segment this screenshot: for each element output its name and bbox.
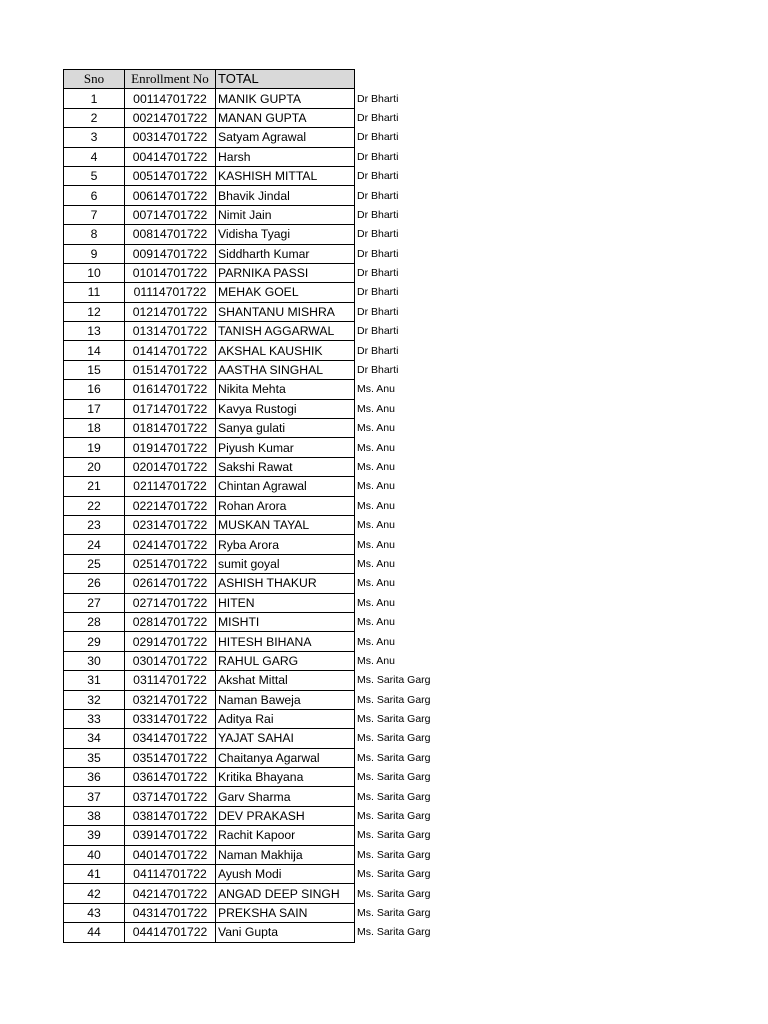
cell-teacher: Dr Bharti	[357, 208, 399, 221]
table-row	[64, 651, 458, 670]
header-sno: Sno	[64, 70, 125, 89]
cell-teacher: Ms. Sarita Garg	[357, 693, 431, 706]
table-row	[64, 865, 458, 884]
cell-teacher: Ms. Anu	[357, 538, 395, 551]
table-row	[64, 903, 458, 922]
cell-teacher: Ms. Sarita Garg	[357, 674, 431, 687]
cell-enrollment: 03314701722	[125, 709, 216, 728]
table-row	[64, 108, 458, 127]
cell-name: Kritika Bhayana	[216, 768, 355, 787]
student-table-sheet	[63, 69, 458, 943]
cell-teacher: Ms. Anu	[357, 557, 395, 570]
table-row	[64, 399, 458, 418]
table-row	[64, 380, 458, 399]
table-row	[64, 845, 458, 864]
header-total: TOTAL	[216, 70, 355, 89]
cell-enrollment: 03214701722	[125, 690, 216, 709]
cell-name: sumit goyal	[216, 554, 355, 573]
cell-teacher: Ms. Anu	[357, 480, 395, 493]
cell-teacher: Ms. Sarita Garg	[357, 751, 431, 764]
cell-name: AASTHA SINGHAL	[216, 360, 355, 379]
cell-teacher: Ms. Anu	[357, 635, 395, 648]
cell-sno: 33	[64, 709, 125, 728]
cell-enrollment: 03414701722	[125, 729, 216, 748]
cell-sno: 1	[64, 89, 125, 108]
cell-sno: 36	[64, 768, 125, 787]
cell-teacher: Dr Bharti	[357, 131, 399, 144]
cell-teacher: Ms. Sarita Garg	[357, 829, 431, 842]
cell-enrollment: 02314701722	[125, 515, 216, 534]
table-row	[64, 690, 458, 709]
cell-enrollment: 00314701722	[125, 128, 216, 147]
cell-enrollment: 04114701722	[125, 865, 216, 884]
cell-enrollment: 03714701722	[125, 787, 216, 806]
table-row	[64, 515, 458, 534]
cell-teacher: Dr Bharti	[357, 170, 399, 183]
cell-enrollment: 03814701722	[125, 806, 216, 825]
table-row	[64, 535, 458, 554]
cell-name: Sanya gulati	[216, 419, 355, 438]
cell-name: AKSHAL KAUSHIK	[216, 341, 355, 360]
cell-teacher: Ms. Sarita Garg	[357, 926, 431, 939]
cell-name: HITESH BIHANA	[216, 632, 355, 651]
cell-enrollment: 01314701722	[125, 322, 216, 341]
cell-teacher: Ms. Anu	[357, 519, 395, 532]
cell-sno: 4	[64, 147, 125, 166]
cell-sno: 14	[64, 341, 125, 360]
table-row	[64, 709, 458, 728]
cell-teacher: Ms. Sarita Garg	[357, 887, 431, 900]
cell-enrollment: 03614701722	[125, 768, 216, 787]
cell-name: Satyam Agrawal	[216, 128, 355, 147]
cell-teacher: Dr Bharti	[357, 325, 399, 338]
cell-teacher: Dr Bharti	[357, 111, 399, 124]
cell-sno: 16	[64, 380, 125, 399]
cell-enrollment: 00414701722	[125, 147, 216, 166]
cell-enrollment: 01214701722	[125, 302, 216, 321]
cell-enrollment: 02814701722	[125, 612, 216, 631]
cell-enrollment: 03514701722	[125, 748, 216, 767]
cell-enrollment: 00914701722	[125, 244, 216, 263]
cell-enrollment: 02614701722	[125, 574, 216, 593]
table-row	[64, 768, 458, 787]
table-row	[64, 612, 458, 631]
cell-sno: 19	[64, 438, 125, 457]
cell-enrollment: 04214701722	[125, 884, 216, 903]
table-row	[64, 128, 458, 147]
cell-teacher: Ms. Sarita Garg	[357, 771, 431, 784]
table-row	[64, 593, 458, 612]
cell-sno: 38	[64, 806, 125, 825]
cell-teacher: Dr Bharti	[357, 150, 399, 163]
cell-name: Chaitanya Agarwal	[216, 748, 355, 767]
cell-sno: 30	[64, 651, 125, 670]
cell-teacher: Dr Bharti	[357, 92, 399, 105]
table-row	[64, 225, 458, 244]
cell-enrollment: 02214701722	[125, 496, 216, 515]
cell-name: Akshat Mittal	[216, 671, 355, 690]
cell-teacher: Ms. Anu	[357, 577, 395, 590]
cell-name: Nimit Jain	[216, 205, 355, 224]
cell-name: Naman Makhija	[216, 845, 355, 864]
cell-name: Rachit Kapoor	[216, 826, 355, 845]
table-row	[64, 360, 458, 379]
table-row	[64, 632, 458, 651]
cell-name: YAJAT SAHAI	[216, 729, 355, 748]
cell-enrollment: 02914701722	[125, 632, 216, 651]
cell-sno: 26	[64, 574, 125, 593]
cell-teacher: Ms. Sarita Garg	[357, 732, 431, 745]
cell-sno: 34	[64, 729, 125, 748]
cell-sno: 7	[64, 205, 125, 224]
cell-sno: 13	[64, 322, 125, 341]
cell-teacher: Ms. Sarita Garg	[357, 868, 431, 881]
cell-sno: 32	[64, 690, 125, 709]
cell-name: Vidisha Tyagi	[216, 225, 355, 244]
cell-name: Rohan Arora	[216, 496, 355, 515]
cell-sno: 10	[64, 263, 125, 282]
cell-enrollment: 03914701722	[125, 826, 216, 845]
cell-enrollment: 00514701722	[125, 166, 216, 185]
table-row	[64, 166, 458, 185]
cell-sno: 15	[64, 360, 125, 379]
cell-name: Vani Gupta	[216, 923, 355, 942]
table-row	[64, 263, 458, 282]
cell-sno: 29	[64, 632, 125, 651]
cell-enrollment: 01614701722	[125, 380, 216, 399]
cell-enrollment: 01414701722	[125, 341, 216, 360]
cell-teacher: Ms. Anu	[357, 654, 395, 667]
table-row	[64, 729, 458, 748]
cell-sno: 39	[64, 826, 125, 845]
cell-enrollment: 01014701722	[125, 263, 216, 282]
cell-enrollment: 02114701722	[125, 477, 216, 496]
cell-enrollment: 01114701722	[125, 283, 216, 302]
cell-sno: 27	[64, 593, 125, 612]
cell-enrollment: 02714701722	[125, 593, 216, 612]
header-enrollment: Enrollment No	[125, 70, 216, 89]
cell-teacher: Dr Bharti	[357, 344, 399, 357]
cell-sno: 25	[64, 554, 125, 573]
table-row	[64, 302, 458, 321]
cell-sno: 43	[64, 903, 125, 922]
cell-enrollment: 04014701722	[125, 845, 216, 864]
cell-teacher: Ms. Sarita Garg	[357, 810, 431, 823]
cell-name: Sakshi Rawat	[216, 457, 355, 476]
cell-enrollment: 03014701722	[125, 651, 216, 670]
table-row	[64, 205, 458, 224]
table-row	[64, 884, 458, 903]
cell-sno: 35	[64, 748, 125, 767]
table-row	[64, 748, 458, 767]
cell-sno: 42	[64, 884, 125, 903]
table-row	[64, 322, 458, 341]
cell-name: Siddharth Kumar	[216, 244, 355, 263]
cell-enrollment: 01914701722	[125, 438, 216, 457]
cell-name: TANISH AGGARWAL	[216, 322, 355, 341]
cell-name: MEHAK GOEL	[216, 283, 355, 302]
cell-name: SHANTANU MISHRA	[216, 302, 355, 321]
cell-sno: 37	[64, 787, 125, 806]
cell-name: Ryba Arora	[216, 535, 355, 554]
header-row	[64, 70, 458, 89]
cell-sno: 41	[64, 865, 125, 884]
cell-sno: 5	[64, 166, 125, 185]
cell-teacher: Ms. Sarita Garg	[357, 906, 431, 919]
cell-sno: 3	[64, 128, 125, 147]
cell-sno: 8	[64, 225, 125, 244]
cell-sno: 31	[64, 671, 125, 690]
table-row	[64, 244, 458, 263]
cell-enrollment: 00814701722	[125, 225, 216, 244]
table-row	[64, 147, 458, 166]
cell-enrollment: 03114701722	[125, 671, 216, 690]
cell-teacher: Ms. Anu	[357, 402, 395, 415]
cell-name: KASHISH MITTAL	[216, 166, 355, 185]
cell-sno: 20	[64, 457, 125, 476]
cell-name: PREKSHA SAIN	[216, 903, 355, 922]
cell-name: DEV PRAKASH	[216, 806, 355, 825]
cell-name: MANIK GUPTA	[216, 89, 355, 108]
cell-name: MISHTI	[216, 612, 355, 631]
cell-name: ANGAD DEEP SINGH	[216, 884, 355, 903]
cell-sno: 9	[64, 244, 125, 263]
cell-enrollment: 01814701722	[125, 419, 216, 438]
cell-enrollment: 00714701722	[125, 205, 216, 224]
cell-name: Harsh	[216, 147, 355, 166]
table-row	[64, 419, 458, 438]
cell-sno: 18	[64, 419, 125, 438]
header-teacher-blank	[355, 70, 458, 89]
cell-name: Chintan Agrawal	[216, 477, 355, 496]
cell-teacher: Ms. Anu	[357, 422, 395, 435]
table-row	[64, 89, 458, 108]
cell-teacher: Ms. Anu	[357, 616, 395, 629]
cell-name: ASHISH THAKUR	[216, 574, 355, 593]
cell-name: RAHUL GARG	[216, 651, 355, 670]
cell-teacher: Dr Bharti	[357, 364, 399, 377]
table-row	[64, 477, 458, 496]
cell-enrollment: 04414701722	[125, 923, 216, 942]
table-row	[64, 341, 458, 360]
cell-teacher: Dr Bharti	[357, 286, 399, 299]
table-row	[64, 283, 458, 302]
cell-sno: 17	[64, 399, 125, 418]
cell-name: MANAN GUPTA	[216, 108, 355, 127]
cell-enrollment: 01714701722	[125, 399, 216, 418]
cell-sno: 24	[64, 535, 125, 554]
cell-sno: 22	[64, 496, 125, 515]
cell-enrollment: 00214701722	[125, 108, 216, 127]
cell-sno: 11	[64, 283, 125, 302]
cell-name: HITEN	[216, 593, 355, 612]
cell-sno: 6	[64, 186, 125, 205]
cell-teacher: Dr Bharti	[357, 247, 399, 260]
cell-enrollment: 00614701722	[125, 186, 216, 205]
table-row	[64, 574, 458, 593]
table-row	[64, 496, 458, 515]
cell-teacher: Ms. Sarita Garg	[357, 848, 431, 861]
cell-teacher: Ms. Anu	[357, 596, 395, 609]
cell-name: Kavya Rustogi	[216, 399, 355, 418]
table-row	[64, 438, 458, 457]
cell-enrollment: 01514701722	[125, 360, 216, 379]
cell-teacher: Dr Bharti	[357, 305, 399, 318]
table-row	[64, 826, 458, 845]
cell-name: MUSKAN TAYAL	[216, 515, 355, 534]
cell-teacher: Ms. Anu	[357, 461, 395, 473]
cell-sno: 28	[64, 612, 125, 631]
cell-sno: 40	[64, 845, 125, 864]
table-row	[64, 787, 458, 806]
cell-enrollment: 02414701722	[125, 535, 216, 554]
table-row	[64, 923, 458, 942]
cell-sno: 23	[64, 515, 125, 534]
cell-teacher: Ms. Sarita Garg	[357, 713, 431, 726]
cell-name: Naman Baweja	[216, 690, 355, 709]
cell-teacher: Ms. Anu	[357, 383, 395, 396]
table-row	[64, 457, 458, 476]
cell-name: Bhavik Jindal	[216, 186, 355, 205]
student-table	[63, 69, 458, 943]
cell-teacher: Ms. Anu	[357, 441, 395, 454]
cell-sno: 2	[64, 108, 125, 127]
cell-teacher: Ms. Anu	[357, 499, 395, 512]
table-row	[64, 186, 458, 205]
cell-name: Ayush Modi	[216, 865, 355, 884]
cell-name: PARNIKA PASSI	[216, 263, 355, 282]
cell-teacher: Dr Bharti	[357, 189, 399, 202]
cell-sno: 44	[64, 923, 125, 942]
cell-teacher: Dr Bharti	[357, 267, 399, 280]
table-row	[64, 671, 458, 690]
cell-teacher: Ms. Sarita Garg	[357, 790, 431, 803]
cell-sno: 21	[64, 477, 125, 496]
cell-name: Piyush Kumar	[216, 438, 355, 457]
cell-enrollment: 02514701722	[125, 554, 216, 573]
cell-enrollment: 02014701722	[125, 457, 216, 476]
cell-name: Garv Sharma	[216, 787, 355, 806]
cell-name: Aditya Rai	[216, 709, 355, 728]
cell-sno: 12	[64, 302, 125, 321]
table-row	[64, 554, 458, 573]
cell-name: Nikita Mehta	[216, 380, 355, 399]
table-row	[64, 806, 458, 825]
cell-teacher: Dr Bharti	[357, 228, 399, 241]
cell-enrollment: 04314701722	[125, 903, 216, 922]
cell-enrollment: 00114701722	[125, 89, 216, 108]
